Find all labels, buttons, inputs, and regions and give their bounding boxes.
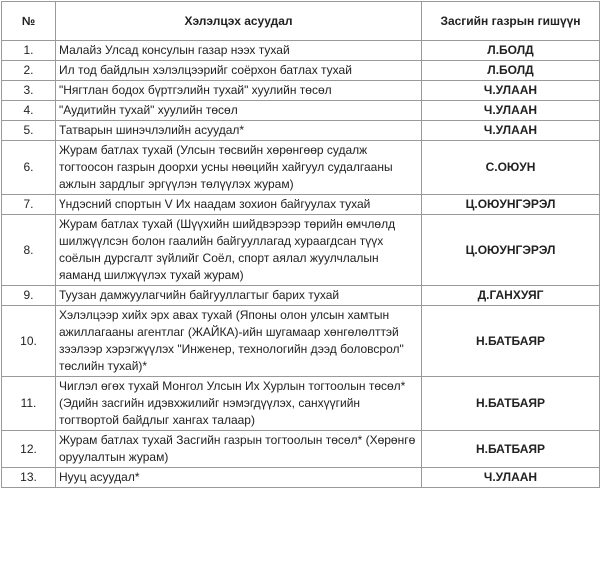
- agenda-table: [1, 1, 600, 488]
- row-number: 9.: [2, 286, 56, 306]
- row-number: 8.: [2, 215, 56, 286]
- table-row: [2, 377, 600, 431]
- table-row: [2, 468, 600, 488]
- row-number: 2.: [2, 61, 56, 81]
- table-row: [2, 141, 600, 195]
- table-row: [2, 101, 600, 121]
- row-topic: Хэлэлцээр хийх эрх авах тухай (Японы олон улсын хамтын ажиллагааны агентлаг (ЖАЙКА)-ийн шугамаар хөнгөлөлттэй зээлээр хэрэгжүүлэх "Инженер, технологийн дээд боловсрол" төслийн тухай)*: [56, 306, 422, 377]
- table-row: [2, 431, 600, 468]
- row-member: Ч.УЛААН: [422, 468, 600, 488]
- row-number: 11.: [2, 377, 56, 431]
- row-topic: Чиглэл өгөх тухай Монгол Улсын Их Хурлын тогтоолын төсөл* (Эдийн засгийн идэвхжилийг нэмэгдүүлэх, санхүүгийн тогтвортой байдлыг хангах талаар): [56, 377, 422, 431]
- row-member: Ц.ОЮУНГЭРЭЛ: [422, 195, 600, 215]
- row-member: С.ОЮУН: [422, 141, 600, 195]
- row-topic: Татварын шинэчлэлийн асуудал*: [56, 121, 422, 141]
- row-number: 12.: [2, 431, 56, 468]
- header-number: №: [2, 2, 56, 41]
- row-topic: Ил тод байдлын хэлэлцээрийг соёрхон батлах тухай: [56, 61, 422, 81]
- row-topic: Журам батлах тухай (Шүүхийн шийдвэрээр төрийн өмчлөлд шилжүүлсэн болон гаалийн байгууллагад хураагдсан түүх соёлын дурсгалт зүйлийг Соёл, спорт аялал жуулчлалын яаманд шилжүүлэх тухай журам): [56, 215, 422, 286]
- row-number: 4.: [2, 101, 56, 121]
- table-row: [2, 81, 600, 101]
- row-topic: Үндэсний спортын V Их наадам зохион байгуулах тухай: [56, 195, 422, 215]
- table-row: [2, 41, 600, 61]
- table-row: [2, 306, 600, 377]
- row-member: Ч.УЛААН: [422, 121, 600, 141]
- table-row: [2, 61, 600, 81]
- table-row: [2, 121, 600, 141]
- row-topic: Малайз Улсад консулын газар нээх тухай: [56, 41, 422, 61]
- row-topic: Журам батлах тухай (Улсын төсвийн хөрөнгөөр судалж тогтоосон газрын доорхи усны нөөцийн хайгуул судалгааны ажлын зардлыг эргүүлэн төлүүлэх журам): [56, 141, 422, 195]
- row-member: Ч.УЛААН: [422, 101, 600, 121]
- row-topic: Нууц асуудал*: [56, 468, 422, 488]
- row-member: Л.БОЛД: [422, 61, 600, 81]
- row-number: 7.: [2, 195, 56, 215]
- header-row: [2, 2, 600, 41]
- row-member: Д.ГАНХУЯГ: [422, 286, 600, 306]
- row-number: 5.: [2, 121, 56, 141]
- row-member: Ц.ОЮУНГЭРЭЛ: [422, 215, 600, 286]
- table-row: [2, 215, 600, 286]
- row-member: Н.БАТБАЯР: [422, 431, 600, 468]
- row-number: 10.: [2, 306, 56, 377]
- table-row: [2, 195, 600, 215]
- row-topic: "Нягтлан бодох бүртгэлийн тухай" хуулийн төсөл: [56, 81, 422, 101]
- row-number: 6.: [2, 141, 56, 195]
- row-number: 1.: [2, 41, 56, 61]
- row-topic: "Аудитийн тухай" хуулийн төсөл: [56, 101, 422, 121]
- row-topic: Туузан дамжуулагчийн байгууллагтыг барих тухай: [56, 286, 422, 306]
- row-number: 13.: [2, 468, 56, 488]
- row-member: Л.БОЛД: [422, 41, 600, 61]
- header-member: Засгийн газрын гишүүн: [422, 2, 600, 41]
- row-topic: Журам батлах тухай Засгийн газрын тогтоолын төсөл* (Хөрөнгө оруулалтын журам): [56, 431, 422, 468]
- row-member: Н.БАТБАЯР: [422, 306, 600, 377]
- header-topic: Хэлэлцэх асуудал: [56, 2, 422, 41]
- row-member: Н.БАТБАЯР: [422, 377, 600, 431]
- row-number: 3.: [2, 81, 56, 101]
- table-row: [2, 286, 600, 306]
- row-member: Ч.УЛААН: [422, 81, 600, 101]
